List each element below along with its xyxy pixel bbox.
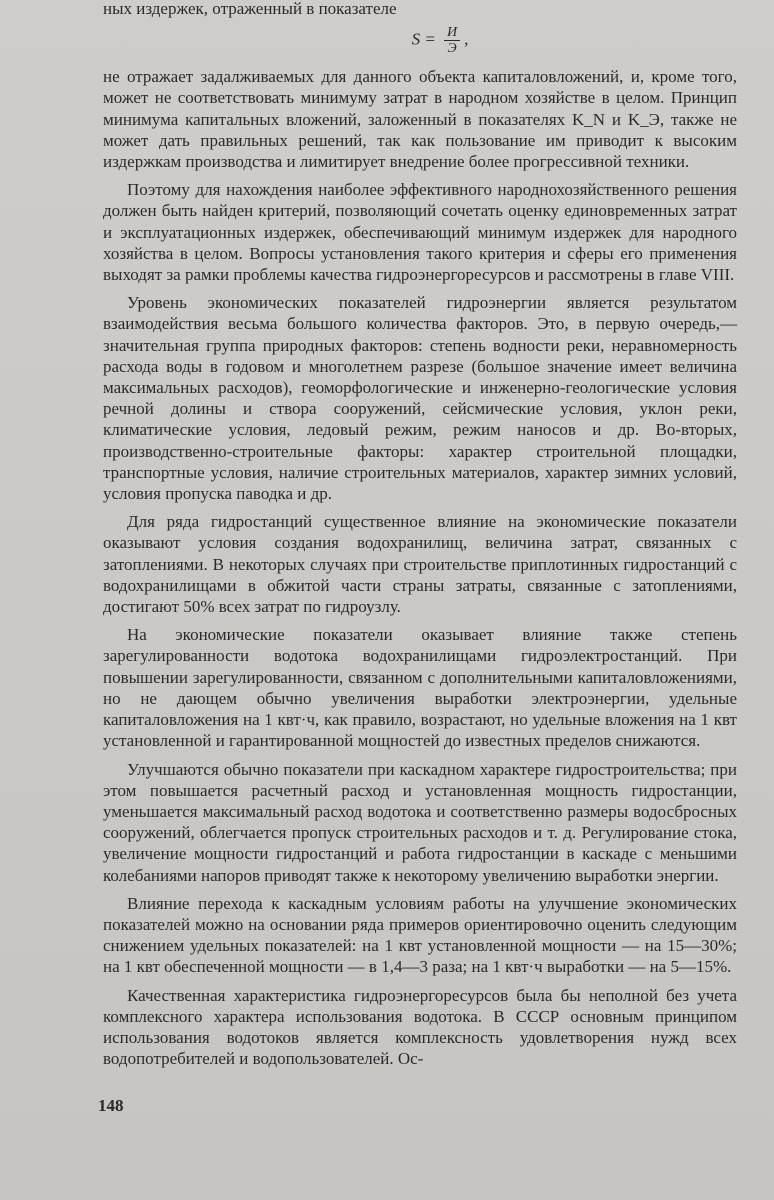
paragraph: не отражает задалживаемых для данного объекта капиталовложений, и, кроме того, может не соответствовать минимуму затрат в народном хозяйстве в целом. Принцип минимума капитальных вложений, заложенный в показателях K_N и K_Э, также не может дать правильных решений, так как пользование им приводит к высоким издержкам производства и лимитирует внедрение более прогрессивной техники. <box>103 67 737 172</box>
formula-fraction <box>444 25 460 56</box>
paragraph: На экономические показатели оказывает влияние также степень зарегулированности водотока водохранилищами гидроэлектростанций. При повышении зарегулированности, связанном с дополнительными капиталовложениями, но не дающем обычно увеличения выработки электроэнергии, удельные капиталовложения на 1 квт·ч, как правило, возрастают, но удельные вложения на 1 квт установленной и гарантированной мощностей до известных пределов снижаются. <box>103 625 737 751</box>
page-number: 148 <box>98 1096 124 1115</box>
formula-numerator: И <box>444 25 460 41</box>
paragraph: Качественная характеристика гидроэнергоресурсов была бы неполной без учета комплексного характера использования водотока. В СССР основным принципом использования водотоков является комплексность удовлетворения нужд всех водопотребителей и водопользователей. Ос- <box>103 985 737 1069</box>
paragraph: Улучшаются обычно показатели при каскадном характере гидростроительства; при этом повышается расчетный расход и установленная мощность гидростанции, уменьшается максимальный расход водотока и соответственно размеры водосбросных сооружений, облегчается пропуск строительных расходов и т. д. Регулирование стока, увеличение мощности гидростанций и работа гидростанции в каскаде с меньшими колебаниями напоров приводят также к некоторому увеличению выработки энергии. <box>103 759 737 885</box>
paragraph: Поэтому для нахождения наиболее эффективного народнохозяйственного решения должен быть найден критерий, позволяющий сочетать оценку единовременных затрат и эксплуатационных издержек, обеспечивающий минимум издержек для народного хозяйства в целом. Вопросы установления такого критерия и сферы его применения выходят за рамки проблемы качества гидроэнергоресурсов и рассмотрены в главе VIII. <box>103 180 737 285</box>
formula-tail: , <box>464 29 469 49</box>
paragraph: Влияние перехода к каскадным условиям работы на улучшение экономических показателей можно на основании ряда примеров ориентировочно оценить следующим снижением удельных показателей: на 1 квт установленной мощности — на 15—30%; на 1 квт обеспеченной мощности — в 1,4—3 раза; на 1 квт·ч выработки — на 5—15%. <box>103 893 737 977</box>
paragraph: Уровень экономических показателей гидроэнергии является результатом взаимодействия весьма большого количества факторов. Это, в первую очередь,— значительная группа природных факторов: степень водности реки, неравномерность расхода воды в годовом и многолетнем разрезе (большое значение имеет величина максимальных расходов), геоморфологические и инженерно-геологические условия речной долины и створа сооружений, сейсмические условия, уклон реки, климатические условия, ледовый режим, режим наносов и др. Во-вторых, производственно-строительные факторы: характер строительной площадки, транспортные условия, наличие строительных материалов, характер зимних условий, условия пропуска паводка и др. <box>103 293 737 504</box>
top-line: ных издержек, отраженный в показателе <box>103 0 397 18</box>
formula <box>103 25 737 56</box>
text-column <box>103 0 737 1076</box>
formula-denominator: Э <box>447 41 457 57</box>
paragraph: Для ряда гидростанций существенное влияние на экономические показатели оказывают условия создания водохранилищ, величина затрат, связанных с затоплениями. В некоторых случаях при строительстве приплотинных гидростанций с водохранилищами в обжитой части страны затраты, связанные с затоплениями, достигают 50% всех затрат по гидроузлу. <box>103 512 737 617</box>
formula-lhs: S = <box>411 29 436 49</box>
